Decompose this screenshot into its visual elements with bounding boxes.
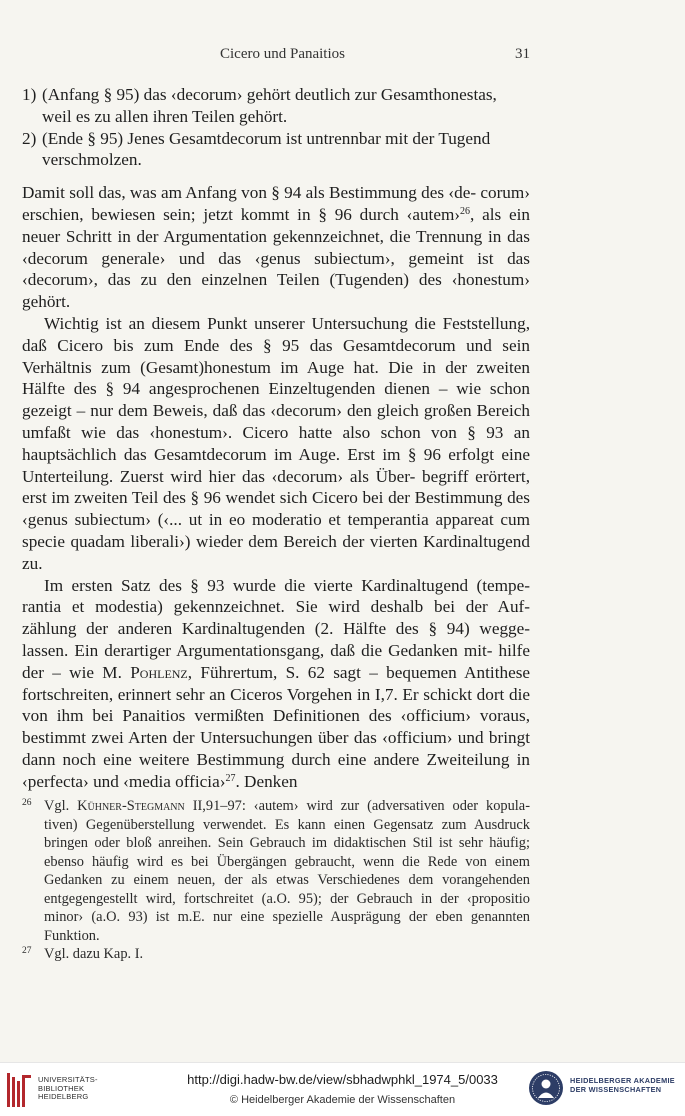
academy-line: HEIDELBERGER AKADEMIE — [570, 1076, 675, 1085]
list-item — [22, 128, 530, 172]
list-item-number: 1) — [22, 85, 37, 104]
footnote — [22, 797, 530, 945]
list-item-line: weil es zu allen ihren Teilen gehört. — [42, 106, 288, 126]
list-item-line: (Ende § 95) Jenes Gesamtdecorum ist untrennbar mit der Tugend — [42, 128, 491, 148]
list-item — [22, 84, 530, 128]
paragraph-text: Im ersten Satz des § 93 wurde die vierte Kardinaltugend (tempe- rantia et modestia) gekennzeichnet. Sie wird deshalb bei der Auf- zählung der anderen Kardinaltugenden (2. Hälfte des § 94) wegge- lassen. Ein derartiger Argumentationsgang, daß die Gedanken mit- hilfe der – wie M. — [22, 575, 530, 682]
paragraph — [22, 182, 530, 313]
viewer-footer — [0, 1062, 685, 1116]
list-item-line: verschmolzen. — [42, 150, 142, 170]
footnote — [22, 945, 530, 964]
footnote-ref[interactable]: 26 — [460, 205, 471, 217]
main-text — [22, 84, 530, 793]
footnote-mark: 27 — [22, 946, 32, 956]
running-header — [150, 46, 530, 63]
ub-line: BIBLIOTHEK — [38, 1083, 85, 1093]
list-item-text — [42, 128, 530, 172]
paragraph-text: , als ein neuer Schritt in der Argumentation gekennzeichnet, die Trennung in das ‹decorum generale› und das ‹genus subiectum›, gemeint ist das ‹decorum›, das zu den einzelnen Teilen (Tugenden) des ‹honestum› gehört. — [22, 204, 531, 312]
ub-line: HEIDELBERG — [38, 1092, 89, 1101]
academy-seal-icon[interactable] — [528, 1070, 564, 1106]
footnote-text: Vgl. — [44, 798, 78, 814]
footnote-mark: 26 — [22, 798, 32, 808]
paragraph-text: Damit soll das, was am Anfang von § 94 als Bestimmung des ‹de- corum› erschien, bewiesen sein; jetzt kommt in § 96 durch ‹autem› — [22, 183, 530, 224]
paragraph-text: , Führertum, S. 62 sagt – bequemen Antithese fortschreiten, erinnert sehr an Ciceros Vorgehen in I,7. Er schickt dort die von ihm bei Panaitios vermißten Definitionen des ‹officium› voraus, bestimmt zwei Arten der Untersuchungen über das ‹officium› und bringt dann noch eine weitere Bestimmung durch eine andere Zweiteilung in ‹perfecta› und ‹media officia› — [22, 662, 531, 791]
permalink-url[interactable]: http://digi.hadw-bw.de/view/sbhadwphkl_1974_5/0033 — [187, 1072, 498, 1087]
list-item-line: (Anfang § 95) das ‹decorum› gehört deutlich zur Gesamthonestas, — [42, 85, 497, 104]
list-item-text — [42, 84, 530, 128]
academy-name — [570, 1076, 675, 1094]
footnotes — [22, 797, 530, 964]
copyright-notice: © Heidelberger Akademie der Wissenschaften — [229, 1094, 456, 1106]
paragraph: Wichtig ist an diesem Punkt unserer Untersuchung die Feststellung, daß Cicero bis zum Ende des § 95 das Gesamtdecorum und sein Verhältnis zum (Gesamt)honestum im Auge hat. Die in der zweiten Hälfte des § 94 angesprochenen Einzeltugenden dienen – wie schon gezeigt – nur dem Beweis, daß das ‹decorum› den gleich großen Bereich umfaßt wie das ‹honestum›. Cicero hatte also schon von § 93 an hauptsächlich das Gesamtdecorum im Auge. Erst im § 96 erfolgt eine Unterteilung. Zuerst wird hier das ‹decorum› als Über- begriff erörtert, erst im zweiten Teil des § 96 wendet sich Cicero bei der Bestimmung des ‹genus subiectum› (‹... ut in eo moderatio et temperantia appareat cum specie quadam liberali›) wieder dem Bereich der vierten Kardinaltugend zu. — [22, 313, 530, 573]
academy-line: DER WISSENSCHAFTEN — [570, 1085, 662, 1094]
page-number: 31 — [515, 46, 530, 62]
footnote-text: II,91–97: ‹autem› wird zur (adversativen oder kopula- tiven) Gegenüberstellung verwendet. Es kann einen Gegensatz zum Ausdruck bringen oder bloß anreihen. Sein Gebrauch im didaktischen Stil ist sehr häufig; ebenso häufig wird es bei Übergängen gebraucht, wenn die Rede von einem Gedanken zu einem neuen, der als etwas Verschiedenes dem vorangehenden entgegengestellt wird, fortschreitet (a.O. 95); der Gebrauch in der ‹propositio minor› (a.O. 93) ist m.E. nur eine spezielle Ausprägung der eben genannten Funktion. — [44, 798, 530, 944]
ub-line: UNIVERSITÄTS- — [38, 1075, 98, 1084]
footnote-author: Kühner-Stegmann — [77, 798, 185, 814]
author-name: Pohlenz — [130, 662, 188, 682]
running-title: Cicero und Panaitios — [220, 46, 345, 62]
footnote-text: Vgl. dazu Kap. I. — [44, 946, 144, 962]
footnote-ref[interactable]: 27 — [225, 772, 236, 784]
paragraph-text: . Denken — [235, 771, 298, 791]
list-item-number: 2) — [22, 128, 37, 148]
paragraph — [22, 575, 530, 793]
